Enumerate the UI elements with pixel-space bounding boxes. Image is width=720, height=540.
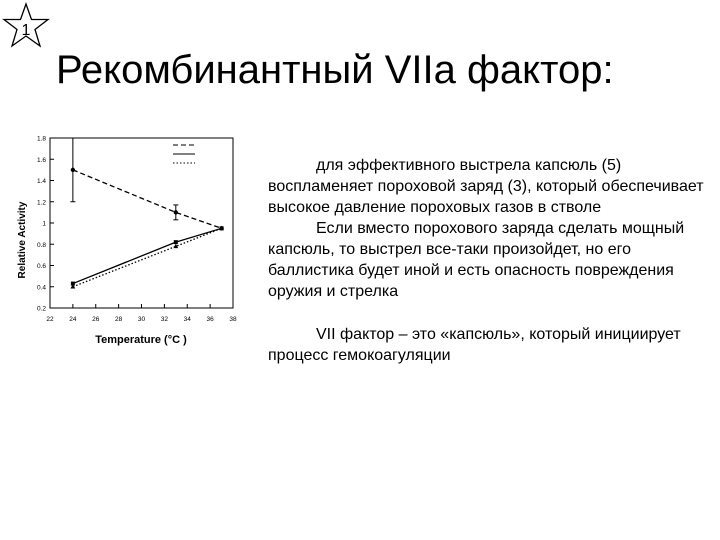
relative-activity-chart — [8, 130, 248, 350]
body-text — [268, 155, 708, 366]
x-tick-label: 22 — [46, 316, 54, 323]
y-tick-label: 0.8 — [36, 241, 46, 249]
series-1-line — [73, 170, 222, 228]
x-tick-label: 28 — [115, 316, 123, 323]
y-tick-label: 1.2 — [36, 199, 46, 207]
y-axis-label: Relative Activity — [17, 201, 28, 279]
x-tick-label: 38 — [229, 316, 237, 323]
y-tick-label: 0.4 — [36, 284, 46, 292]
paragraph-powerful-detonator: Если вместо порохового заряда сделать мощный капсюль, то выстрел все-таки произойдет, но его баллистика будет иной и есть опасность повреждения оружия и стрелка — [268, 220, 685, 300]
y-tick-label: 0.6 — [36, 263, 46, 270]
slide-number: 1 — [21, 22, 31, 39]
chart-legend — [173, 145, 195, 163]
paragraph-factor-vii: VII фактор – это «капсюль», который инициирует процесс гемокоагуляции — [268, 326, 681, 364]
data-point — [71, 168, 75, 172]
x-tick-label: 34 — [183, 316, 191, 323]
x-tick-label: 26 — [92, 316, 100, 323]
data-point — [174, 240, 178, 244]
paragraph-detonator: для эффективного выстрела капсюль (5) воспламеняет пороховой заряд (3), который обеспечивает высокое давление пороховых газов в стволе — [268, 157, 704, 216]
series-2-line — [73, 228, 222, 283]
plot-frame — [50, 138, 233, 308]
page-title: Рекомбинантный VIIa фактор: — [56, 48, 614, 92]
data-point — [174, 210, 178, 214]
chart-axes — [50, 138, 233, 308]
x-tick-label: 30 — [137, 316, 146, 323]
y-tick-label: 1 — [42, 220, 46, 228]
x-tick-label: 24 — [69, 316, 77, 323]
slide-number-star-icon — [2, 2, 50, 50]
x-tick-label: 32 — [160, 316, 168, 323]
chart-ticks — [37, 136, 237, 324]
y-tick-label: 0.2 — [36, 305, 46, 313]
x-axis-label: Temperature (°C ) — [95, 334, 187, 346]
y-tick-label: 1.4 — [36, 178, 46, 185]
series-3-line — [73, 228, 222, 286]
y-tick-label: 1.8 — [36, 135, 46, 143]
chart-series — [70, 138, 224, 289]
x-tick-label: 36 — [206, 316, 214, 323]
y-tick-label: 1.6 — [36, 156, 46, 164]
